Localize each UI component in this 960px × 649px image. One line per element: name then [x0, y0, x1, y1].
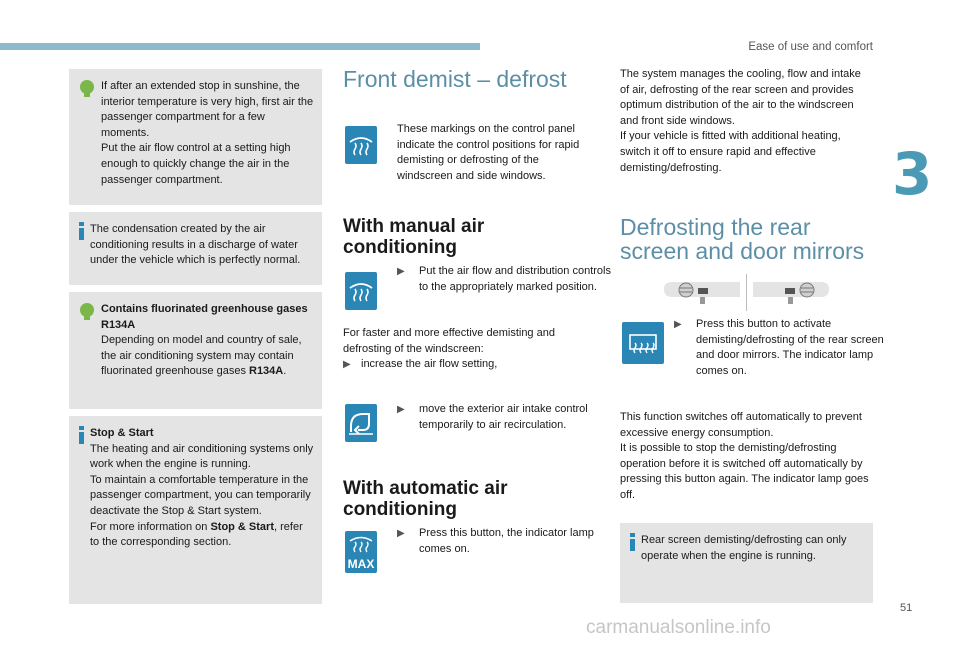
chapter-number: 3	[892, 140, 933, 208]
gases-title: Contains fluorinated greenhouse gases R134A	[101, 303, 308, 331]
section-title: Ease of use and comfort	[748, 41, 873, 53]
front-defrost-icon	[345, 272, 377, 310]
rear-screen-note: Rear screen demisting/defrosting can only operate when the engine is running.	[641, 534, 847, 562]
auto-off-text-1: This function switches off automatically to prevent excessive energy consumption.	[620, 411, 862, 439]
mirror-divider	[746, 274, 747, 311]
bullet-arrow-icon: ▶	[674, 319, 682, 330]
rear-defrost-icon	[622, 322, 664, 364]
info-box-condensation	[69, 212, 322, 285]
front-demist-intro: These markings on the control panel indicate the control positions for rapid demisting or defrosting of the windscreen and side windows.	[397, 123, 580, 182]
gases-body: Depending on model and country of sale, the air conditioning system may contain fluorinated greenhouse gases R134A.	[101, 334, 302, 378]
tip-box-gases	[69, 292, 322, 409]
bulb-icon	[77, 79, 97, 99]
tip-text-1: If after an extended stop in sunshine, the interior temperature is very high, first air the passenger compartment for a few moments.	[101, 80, 314, 139]
stop-start-line2: To maintain a comfortable temperature in the passenger compartment, you can temporarily deactivate the Stop & Start system.	[90, 473, 311, 517]
max-defrost-icon	[345, 531, 377, 573]
front-defrost-icon	[345, 126, 377, 164]
faster-bullet: ▶ increase the air flow setting,	[343, 357, 611, 373]
info-icon	[630, 533, 635, 551]
rear-defrost-title: Defrosting the rear screen and door mirrors	[620, 214, 865, 264]
stop-start-line3: For more information on Stop & Start, refer to the corresponding section.	[90, 520, 303, 549]
condensation-text: The condensation created by the air conditioning results in a discharge of water under the vehicle which is perfectly normal.	[90, 223, 301, 267]
recirculation-icon	[345, 404, 377, 442]
front-demist-title: Front demist – defrost	[343, 66, 567, 92]
auto-off-description	[620, 410, 875, 504]
recirculation-bullet: ▶ move the exterior air intake control temporarily to air recirculation.	[397, 403, 588, 431]
bullet-arrow-icon: ▶	[397, 266, 405, 277]
info-icon	[79, 426, 84, 444]
info-icon	[79, 222, 84, 240]
watermark: carmanualsonline.info	[586, 617, 771, 638]
auto-ac-heading: With automatic air conditioning	[343, 478, 508, 520]
rear-defrost-bullet: ▶ Press this button to activate demisting/defrosting of the rear screen and door mirrors. The indicator lamp comes on.	[674, 318, 884, 377]
header-accent-bar	[0, 43, 480, 50]
bulb-icon	[77, 302, 97, 322]
bullet-arrow-icon: ▶	[397, 404, 405, 415]
system-text-2: If your vehicle is fitted with additional heating, switch it off to ensure rapid and effective demisting/defrosting.	[620, 130, 841, 174]
page-number: 51	[900, 602, 913, 614]
auto-off-text-2: It is possible to stop the demisting/defrosting operation before it is switched off automatically by pressing this button again. The indicator lamp goes off.	[620, 442, 869, 501]
info-box-rear-screen	[620, 523, 873, 603]
faster-text: For faster and more effective demisting and defrosting of the windscreen:	[343, 327, 555, 355]
right-mirror-defrost-icon	[751, 277, 831, 307]
stop-start-title: Stop & Start	[90, 427, 154, 439]
tip-box-sunshine	[69, 69, 322, 205]
bullet-arrow-icon: ▶	[343, 359, 351, 370]
manual-bullet: ▶ Put the air flow and distribution controls to the appropriately marked position.	[397, 265, 611, 293]
auto-bullet: ▶ Press this button, the indicator lamp comes on.	[397, 527, 594, 555]
manual-ac-heading: With manual air conditioning	[343, 216, 485, 258]
max-label: MAX	[347, 557, 375, 571]
left-mirror-defrost-icon	[662, 277, 742, 307]
system-description	[620, 67, 872, 176]
tip-text-2: Put the air flow control at a setting high enough to quickly change the air in the passenger compartment.	[101, 142, 291, 186]
bullet-arrow-icon: ▶	[397, 528, 405, 539]
system-text-1: The system manages the cooling, flow and intake of air, defrosting of the rear screen and provides optimum distribution of the air to the windscreen and front side windows.	[620, 68, 861, 127]
stop-start-line1: The heating and air conditioning systems only work when the engine is running.	[90, 442, 314, 471]
info-box-stop-start	[69, 416, 322, 604]
